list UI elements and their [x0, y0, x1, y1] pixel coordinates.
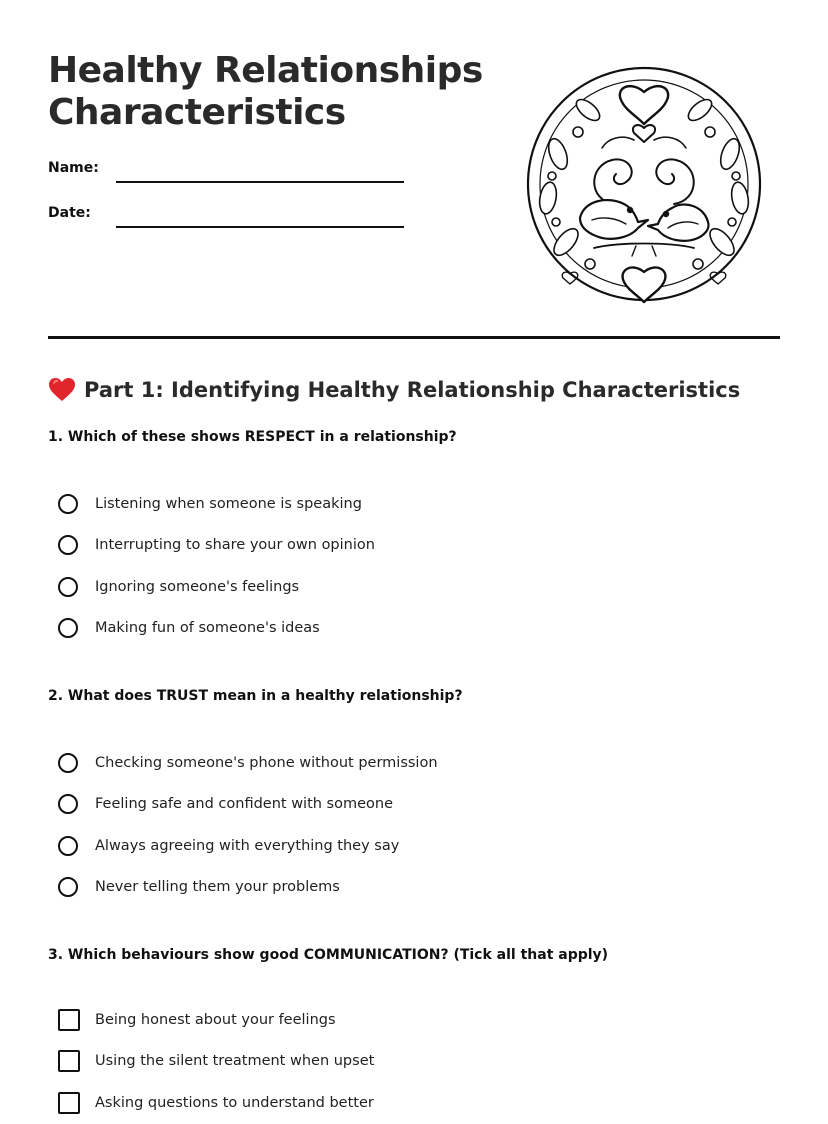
question-1-option[interactable]	[58, 566, 758, 608]
question-3-options	[58, 999, 758, 1124]
question-3-option[interactable]	[58, 999, 758, 1041]
name-label: Name:	[48, 160, 99, 176]
part1-heading	[48, 374, 780, 406]
date-line[interactable]	[116, 226, 404, 228]
checkbox[interactable]	[58, 1009, 80, 1031]
question-3: 3. Which behaviours show good COMMUNICATION? (Tick all that apply)	[48, 947, 609, 963]
option-label: Asking questions to understand better	[95, 1094, 374, 1111]
option-label: Making fun of someone's ideas	[95, 620, 320, 637]
question-2-option[interactable]	[58, 742, 758, 784]
question-2-option[interactable]	[58, 784, 758, 826]
radio-button[interactable]	[58, 618, 78, 638]
question-2-option[interactable]	[58, 867, 758, 909]
option-label: Feeling safe and confident with someone	[95, 796, 394, 813]
radio-button[interactable]	[58, 753, 78, 773]
option-label: Interrupting to share your own opinion	[95, 537, 375, 554]
radio-button[interactable]	[58, 794, 78, 814]
name-line[interactable]	[116, 181, 404, 183]
folk-art-wreath-icon	[518, 50, 768, 312]
option-label: Listening when someone is speaking	[95, 495, 362, 512]
option-label: Checking someone's phone without permission	[95, 754, 438, 771]
option-label: Ignoring someone's feelings	[95, 578, 300, 595]
question-3-option[interactable]	[58, 1082, 758, 1124]
checkbox[interactable]	[58, 1092, 80, 1114]
question-2-option[interactable]	[58, 825, 758, 867]
date-label: Date:	[48, 205, 91, 221]
checkbox[interactable]	[58, 1050, 80, 1072]
option-label: Never telling them your problems	[95, 879, 340, 896]
question-1-option[interactable]	[58, 525, 758, 567]
question-1-option[interactable]	[58, 608, 758, 650]
radio-button[interactable]	[58, 535, 78, 555]
radio-button[interactable]	[58, 836, 78, 856]
option-label: Being honest about your feelings	[95, 1011, 336, 1028]
radio-button[interactable]	[58, 577, 78, 597]
date-field[interactable]	[48, 205, 408, 235]
worksheet-title	[48, 50, 508, 134]
question-2-options	[58, 742, 758, 908]
part1-heading-text: Part 1: Identifying Healthy Relationship Characteristics	[84, 378, 741, 402]
name-field[interactable]	[48, 160, 408, 190]
section-divider	[48, 336, 780, 339]
title-line-2: Characteristics	[48, 92, 346, 133]
question-1: 1. Which of these shows RESPECT in a relationship?	[48, 429, 457, 445]
title-line-1: Healthy Relationships	[48, 50, 483, 91]
question-3-option[interactable]	[58, 1041, 758, 1083]
option-label: Using the silent treatment when upset	[95, 1053, 375, 1070]
question-1-option[interactable]	[58, 483, 758, 525]
red-heart-icon	[48, 376, 76, 404]
radio-button[interactable]	[58, 494, 78, 514]
worksheet-page	[48, 0, 780, 1118]
question-1-options	[58, 483, 758, 649]
question-2: 2. What does TRUST mean in a healthy relationship?	[48, 688, 463, 704]
radio-button[interactable]	[58, 877, 78, 897]
option-label: Always agreeing with everything they say	[95, 837, 400, 854]
